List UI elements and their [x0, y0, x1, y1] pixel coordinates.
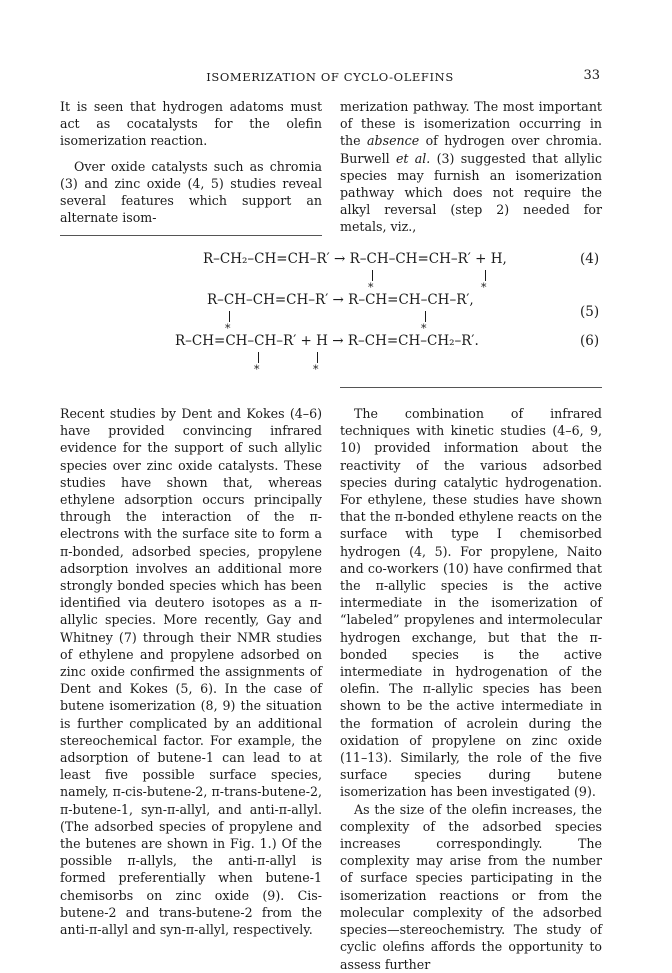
bond-line [372, 270, 373, 281]
bottom-left-column [60, 405, 322, 938]
top-right-column [340, 98, 602, 236]
paragraph: Over oxide catalysts such as chromia (3) and zinc oxide (4, 5) studies reveal several features which support an alternate isom- [60, 158, 322, 226]
equation-number: (5) [580, 304, 600, 320]
equation-5: R–CH–CH=CH–R′ → R–CH=CH–CH–R′, [207, 292, 474, 308]
paragraph: The combination of infrared techniques with kinetic studies (4–6, 9, 10) provided information about the reactivity of the various adsorbed species during catalytic hydrogenation. For ethylene, these studies have shown that the π-bonded ethylene reacts on the surface with type I chemisorbed hydrogen (4, 5). For propylene, Naito and co-workers (10) have confirmed that the π-allylic species is the active intermediate in the isomerization of “labeled” propylenes and intermolecular hydrogen exchange, but that the π-bonded species is the active intermediate in hydrogenation of the olefin. The π-allylic species has been shown to be the active intermediate in the formation of acrolein during the oxidation of propylene on zinc oxide (11–13). Similarly, the role of the five surface species during butene isomerization has been investigated (9). [340, 406, 602, 800]
page-number: 33 [583, 68, 600, 83]
equation-6: R–CH=CH–CH–R′ + H → R–CH=CH–CH₂–R′. [175, 333, 479, 349]
radical-star: * [225, 322, 231, 335]
equation-number: (4) [580, 251, 600, 267]
equation-4: R–CH₂–CH=CH–R′ → R–CH–CH=CH–R′ + H, [203, 251, 507, 267]
top-left-column [60, 98, 322, 226]
page-header [60, 68, 600, 88]
paragraph: Recent studies by Dent and Kokes (4–6) have provided convincing infrared evidence for the support of such allylic species over zinc oxide catalysts. These studies have shown that, whereas ethylene adsorption occurs principally through the interaction of the π-electrons with the surface site to form a π-bonded, adsorbed species, propylene adsorption involves an additional more strongly bonded species which has been identified via deutero isotopes as a π-allylic species. More recently, Gay and Whitney (7) through their NMR studies of ethylene and propylene adsorbed on zinc oxide confirmed the assignments of Dent and Kokes (5, 6). In the case of butene isomerization (8, 9) the situation is further complicated by an additional stereochemical factor. For example, the adsorption of butene-1 can lead to at least five possible surface species, namely, π-cis-butene-2, π-trans-butene-2, π-butene-1, syn-π-allyl, and anti-π-allyl. (The adsorbed species of propylene and the butenes are shown in Fig. 1.) Of the possible π-allyls, the anti-π-allyl is formed preferentially when butene-1 chemisorbs on zinc oxide (9). Cis-butene-2 and trans-butene-2 from the anti-π-allyl and syn-π-allyl, respectively. [60, 406, 322, 938]
running-title: ISOMERIZATION OF CYCLO-OLEFINS [206, 70, 454, 84]
equation-number: (6) [580, 333, 600, 349]
paragraph: It is seen that hydrogen adatoms must act as cocatalysts for the olefin isomerization reaction. [60, 99, 322, 149]
separator-rule [340, 387, 602, 388]
bottom-right-column [340, 405, 602, 973]
italic-text: absence [367, 133, 420, 149]
paragraph: merization pathway. The most important of these is isomerization occurring in the absence of hydrogen over chromia. Burwell et al. (3) suggested that allylic species may furnish an isomerization pathway which does not require the alkyl reversal (step 2) needed for metals, viz., [340, 99, 602, 235]
radical-star: * [368, 281, 374, 294]
radical-star: * [313, 363, 319, 376]
bond-line [317, 352, 318, 363]
bond-line [425, 311, 426, 322]
radical-star: * [481, 281, 487, 294]
italic-text: et al. [395, 150, 431, 166]
bond-line [229, 311, 230, 322]
radical-star: * [254, 363, 260, 376]
paragraph: As the size of the olefin increases, the complexity of the adsorbed species increases correspondingly. The complexity may arise from the number of surface species participating in the isomerization reactions or from the molecular complexity of the adsorbed species—stereochemistry. The study of cyclic olefins affords the opportunity to assess further [340, 801, 602, 972]
bond-line [485, 270, 486, 281]
separator-rule [60, 235, 322, 236]
radical-star: * [421, 322, 427, 335]
bond-line [258, 352, 259, 363]
